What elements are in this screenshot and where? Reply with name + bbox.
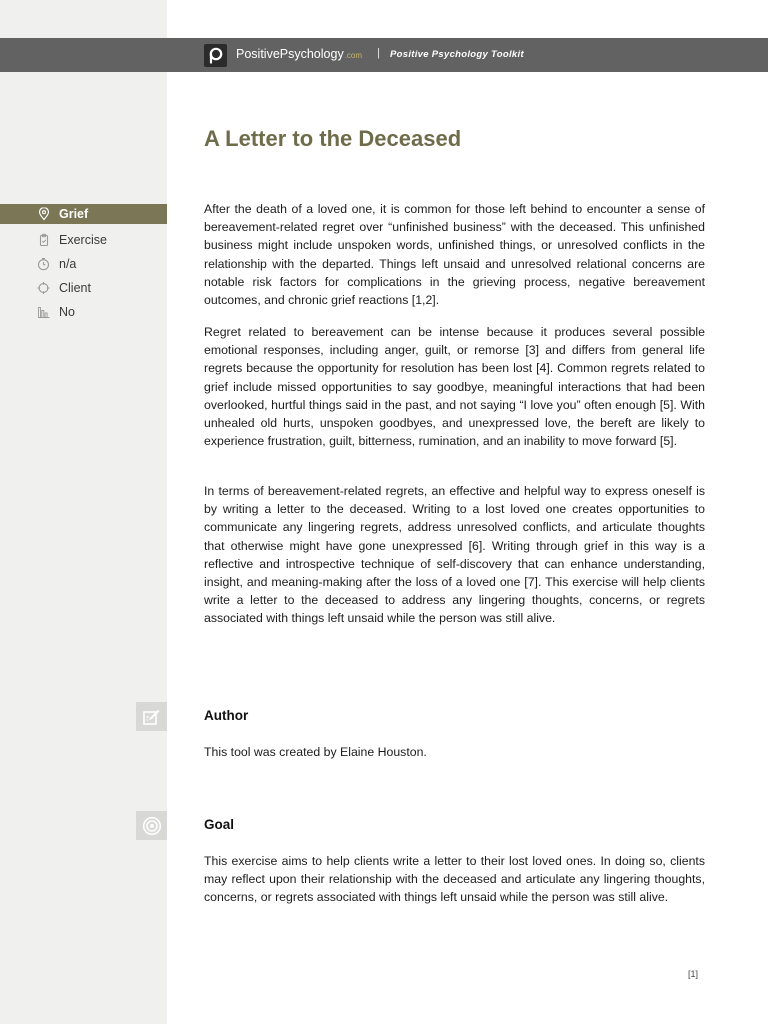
brand-name-text: PositivePsychology [236,47,344,61]
page-number: [1] [688,969,699,979]
intro-paragraph-1: After the death of a loved one, it is common for those left behind to encounter a sense of bereavement-related regret over “unfinished business” with the deceased. This unfinished business might include unspoken words, unfinished things, or unresolved conflicts in the relationship with the departed. Things left unsaid and unresolved relational concerns are notable risk factors for complications in the grieving process, negative bereavement outcomes, and chronic grief reactions [1,2]. [204,202,705,308]
header-bar [0,38,768,72]
stopwatch-icon [37,258,50,271]
logo-icon [204,44,227,67]
location-pin-icon [37,208,50,221]
brand-name [236,47,362,61]
sidebar-item-client [0,276,167,300]
sidebar-item-no [0,300,167,324]
sidebar-item-label: Client [59,281,91,295]
sidebar-item-label: No [59,305,75,319]
clipboard-icon [37,234,50,247]
sidebar-item-label: n/a [59,257,77,271]
bar-chart-icon [37,306,50,319]
author-heading: Author [204,708,249,723]
header-divider: | [377,47,380,59]
pencil-note-icon [136,702,167,731]
sidebar-item-grief [0,204,167,224]
sidebar-item-label: Exercise [59,233,107,247]
sidebar-item-label: Grief [59,207,89,221]
intro-paragraph-3: In terms of bereavement-related regrets, an effective and helpful way to express oneself is by writing a letter to the deceased. Writing to a lost loved one creates opportunities to communicate any lingering regrets, address unresolved conflicts, and articulate thoughts that otherwise might have gone unexpressed [6]. Writing through grief in this way is a reflective and introspective technique of self-discovery that can enhance understanding, insight, and meaning-making after the loss of a loved one [7]. This exercise will help clients write a letter to the deceased to address any lingering thoughts, concerns, or regrets associated with things left unsaid while the person was still alive. [204,484,705,626]
brand-suffix: .com [344,51,363,60]
intro-paragraph-2: Regret related to bereavement can be intense because it produces several possible emotional responses, including anger, guilt, or remorse [3] and differs from general life regrets because the opportunity for resolution has been lost [4]. Common regrets related to grief include missed opportunities to say goodbye, meaningful interactions that had been overlooked, hurtful things said in the past, and not saying “I love you” often enough [5]. With unhealed old hurts, unspoken goodbyes, and unexpressed love, the bereft are likely to experience frustration, guilt, bitterness, rumination, and an inability to move forward [5]. [204,325,705,449]
author-text: This tool was created by Elaine Houston. [204,745,427,759]
sidebar-item-duration [0,252,167,276]
crosshair-icon [37,282,50,295]
goal-text: This exercise aims to help clients write a letter to their lost loved ones. In doing so, clients may reflect upon their relationship with the deceased and articulate any lingering thoughts, concerns, or regrets associated with things left unsaid while the person was still alive. [204,854,705,905]
target-icon [136,811,167,840]
page-title: A Letter to the Deceased [204,126,462,151]
toolkit-label: Positive Psychology Toolkit [390,49,524,60]
sidebar-nav [0,204,167,324]
sidebar-item-exercise [0,228,167,252]
goal-heading: Goal [204,817,235,832]
sidebar-panel [0,0,167,1024]
